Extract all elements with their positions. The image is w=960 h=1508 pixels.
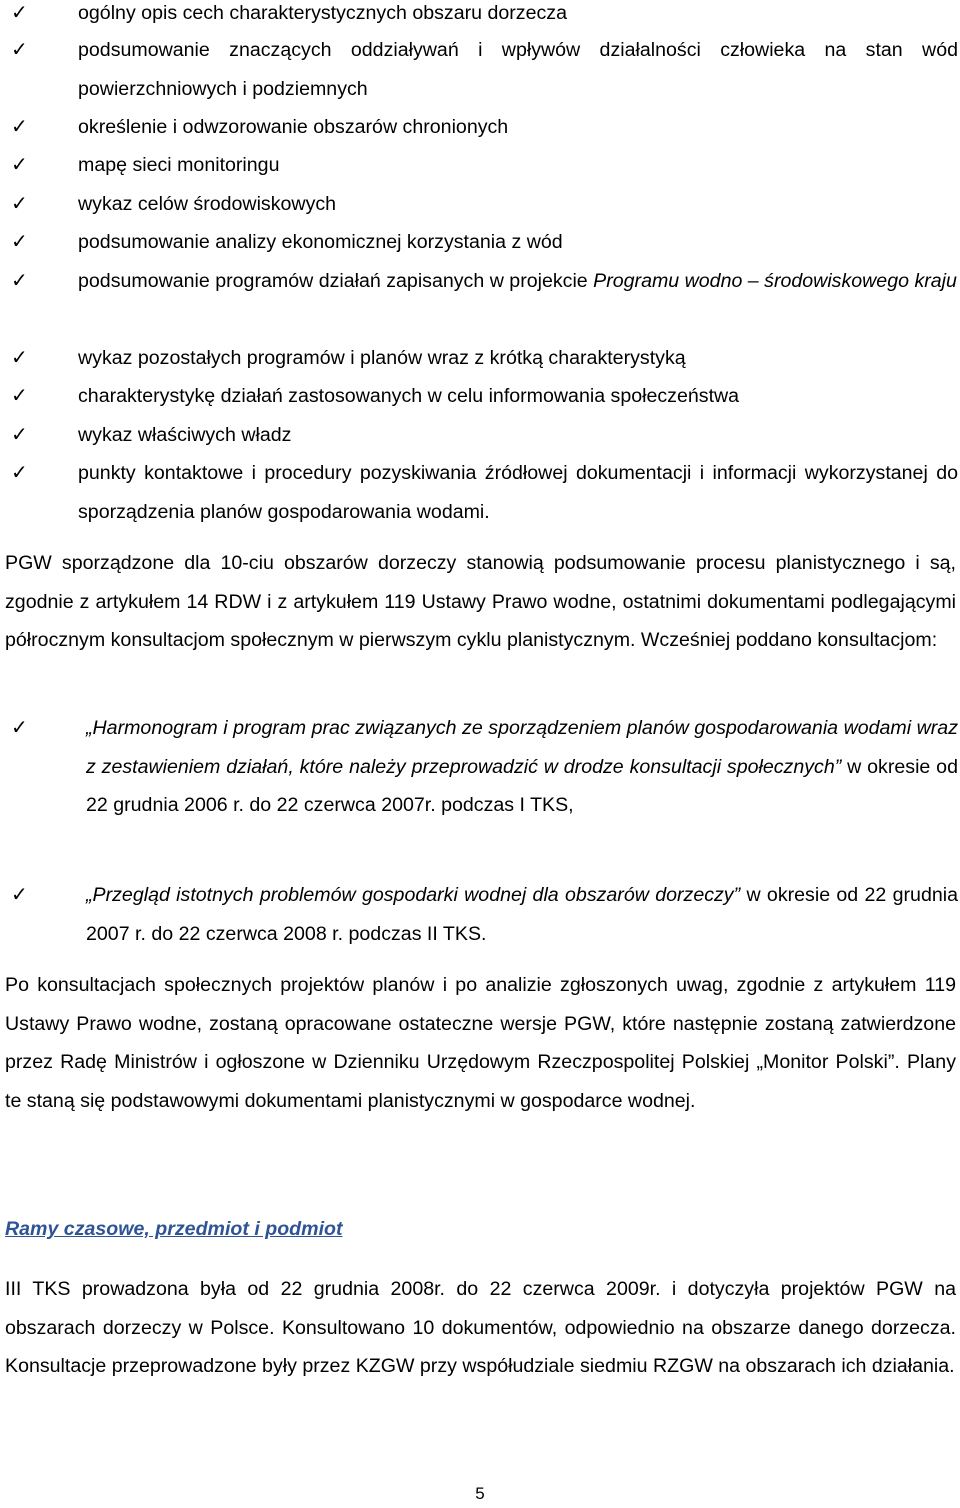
checkmark-icon: ✓ (11, 347, 28, 369)
list-item-text: punkty kontaktowe i procedury pozyskiwania źródłowej dokumentacji i informacji wykorzystanej do sporządzenia planów gospodarowania wodami. (78, 462, 958, 523)
list-item-text (78, 262, 958, 301)
checkmark-icon: ✓ (11, 884, 28, 906)
list-item-text: wykaz celów środowiskowych (78, 193, 337, 215)
list-item-text-rest: w okresie od 22 grudnia 2006 r. do 22 czerwca 2007r. podczas I TKS, (86, 755, 958, 816)
paragraph: Po konsultacjach społecznych projektów planów i po analizie zgłoszonych uwag, zgodnie z artykułem 119 Ustawy Prawo wodne, zostaną opracowane ostateczne wersje PGW, które następnie zostaną zatwierdzone przez Radę Ministrów i ogłoszone w Dzienniku Urzędowym Rzeczpospolitej Polskiej „Monitor Polski”. Plany te staną się podstawowymi dokumentami planistycznymi w gospodarce wodnej. (5, 974, 956, 1112)
list-item (0, 262, 958, 301)
list-item-text: określenie i odwzorowanie obszarów chronionych (78, 116, 509, 138)
list-item-text (86, 709, 958, 825)
list-item-text: wykaz pozostałych programów i planów wraz z krótką charakterystyką (78, 347, 686, 369)
paragraph: III TKS prowadzona była od 22 grudnia 2008r. do 22 czerwca 2009r. i dotyczyła projektów PGW na obszarach dorzeczy w Polsce. Konsultowano 10 dokumentów, odpowiednio na obszarze danego dorzecza. Konsultacje przeprowadzone były przez KZGW przy współudziale siedmiu RZGW na obszarach ich działania. (5, 1278, 956, 1377)
document-title: „Przegląd istotnych problemów gospodarki wodnej dla obszarów dorzeczy” (86, 884, 741, 906)
list-item-text: charakterystykę działań zastosowanych w celu informowania społeczeństwa (78, 385, 740, 407)
list-item (0, 31, 958, 108)
list-item (0, 0, 958, 33)
list-item-text: ogólny opis cech charakterystycznych obszaru dorzecza (78, 2, 567, 24)
list-item (0, 454, 958, 531)
checkmark-icon: ✓ (11, 424, 28, 446)
checkmark-icon: ✓ (11, 717, 28, 739)
checkmark-icon: ✓ (11, 193, 28, 215)
document-title: „Harmonogram i program prac związanych ze sporządzeniem planów gospodarowania wodami wraz z zestawieniem działań, które należy przeprowadzić w drodze konsultacji społecznych” (86, 717, 958, 778)
checkmark-icon: ✓ (11, 385, 28, 407)
list-item (0, 223, 958, 262)
list-item-text: wykaz właściwych władz (78, 424, 292, 446)
list-item (0, 108, 958, 147)
checkmark-icon: ✓ (11, 462, 28, 484)
list-item-text: podsumowanie znaczących oddziaływań i wpływów działalności człowieka na stan wód powierzchniowych i podziemnych (78, 39, 958, 100)
list-item (0, 876, 958, 953)
program-title: Programu wodno – środowiskowego kraju (593, 270, 957, 292)
page-number: 5 (475, 1484, 485, 1503)
list-item-text: podsumowanie analizy ekonomicznej korzystania z wód (78, 231, 563, 253)
list-item (0, 709, 958, 825)
list-item (0, 377, 958, 416)
list-item-text-rest: w okresie od 22 grudnia 2007 r. do 22 czerwca 2008 r. podczas II TKS. (86, 884, 958, 945)
checkmark-icon: ✓ (11, 116, 28, 138)
checkmark-icon: ✓ (11, 2, 28, 24)
checkmark-icon: ✓ (11, 231, 28, 253)
checkmark-icon: ✓ (11, 270, 28, 292)
paragraph: PGW sporządzone dla 10-ciu obszarów dorzeczy stanowią podsumowanie procesu planistycznego i są, zgodnie z artykułem 14 RDW i z artykułem 119 Ustawy Prawo wodne, ostatnimi dokumentami podlegającymi półrocznym konsultacjom społecznym w pierwszym cyklu planistycznym. Wcześniej poddano konsultacjom: (5, 552, 956, 651)
list-item-text-prefix: podsumowanie programów działań zapisanych w projekcie (78, 270, 594, 292)
list-item-text: mapę sieci monitoringu (78, 154, 280, 176)
checkmark-icon: ✓ (11, 154, 28, 176)
list-item-text (86, 876, 958, 953)
list-item (0, 416, 958, 455)
list-item (0, 146, 958, 185)
list-item (0, 185, 958, 224)
checkmark-icon: ✓ (11, 39, 28, 61)
list-item (0, 339, 958, 378)
section-heading: Ramy czasowe, przedmiot i podmiot (5, 1218, 343, 1240)
